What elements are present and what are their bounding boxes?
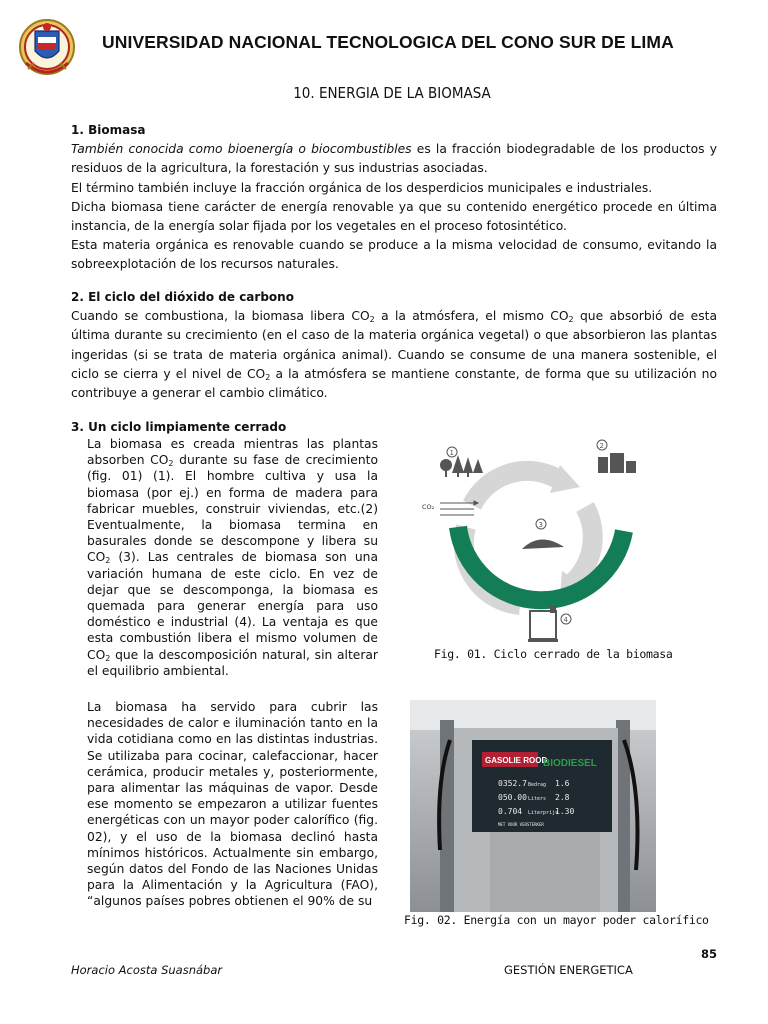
paragraph: El término también incluye la fracción orgánica de los desperdicios municipales e industriales.	[71, 180, 653, 195]
paragraph-text: es la fracción biodegradable de los productos y residuos de la agricultura, la forestación y sus industrias asociadas.	[71, 142, 717, 176]
page-number: 85	[701, 947, 718, 961]
pump-label-3: Literprijs	[528, 810, 559, 816]
pump-footer-text: MET VOOR VERSTERKER	[498, 822, 544, 827]
italic-intro: También conocida como bioenergía o biocombustibles	[71, 142, 412, 157]
footer-course: GESTIÓN ENERGETICA	[504, 963, 633, 977]
figure-biomass-cycle	[410, 435, 650, 650]
svg-text:2: 2	[599, 442, 604, 450]
subscript: 2	[369, 315, 375, 325]
section3-paragraph-1	[87, 436, 378, 679]
subscript: 2	[105, 556, 111, 566]
co2-arrows-icon	[440, 501, 478, 515]
sign-right-text: BIODIESEL	[543, 758, 597, 769]
text: que la descomposición natural, sin alterar el equilibrio ambiental.	[87, 647, 378, 678]
trees-icon	[440, 455, 483, 477]
svg-text:4: 4	[563, 616, 568, 624]
buildings-icon	[598, 453, 636, 473]
subscript: 2	[105, 653, 111, 663]
section-heading: 1. Biomasa	[71, 123, 146, 137]
pump-value-2: 050.00	[498, 793, 527, 802]
paragraph: La biomasa ha servido para cubrir las necesidades de calor e iluminación tanto en la vida cotidiana como en las distintas industrias. Se utilizaba para cocinar, calefaccionar, hacer cerámica, producir metales y, posteriormente, para alimentar las máquinas de vapor. Desde ese momento se empezaron a utilizar fuentes energéticas con un mayor poder calorífico (fig. 02), y el uso de la biomasa declinó hasta mínimos históricos. Actualmente sin embargo, según datos del Fondo de las Naciones Unidas para la Alimentación y la Agricultura (FAO), “algunos países pobres obtienen el 90% de su	[87, 700, 378, 909]
pump-label-2: Liters	[528, 796, 547, 802]
pump-value-1: 0352.7	[498, 779, 527, 788]
text: durante su fase de crecimiento (fig. 01) (1). El hombre cultiva y usa la biomasa (por ej.) en forma de madera para fabricar muebles, construir viviendas, etc.(2) Eventualmente, la biomasa termina en basurales donde se descompone y libera su CO	[87, 453, 378, 565]
section3-paragraph-2	[87, 699, 378, 910]
footer-author: Horacio Acosta Suasnábar	[71, 963, 223, 977]
decomposition-mound	[522, 539, 564, 549]
sign-left-text: GASOLIE ROOD	[485, 756, 548, 765]
power-plant-icon	[528, 605, 558, 642]
section-biomasa	[71, 121, 717, 275]
section-heading: 2. El ciclo del dióxido de carbono	[71, 290, 294, 304]
text: a la atmósfera, el mismo CO	[374, 309, 569, 324]
section-heading: 3. Un ciclo limpiamente cerrado	[71, 420, 287, 434]
paragraph	[87, 436, 378, 679]
paragraph: Esta materia orgánica es renovable cuando se produce a la misma velocidad de consumo, evitando la sobreexplotación de los recursos naturales.	[71, 238, 717, 272]
paragraph	[71, 307, 717, 403]
co2-label: CO₂	[422, 503, 435, 511]
text: que absorbió de esta última durante su crecimiento (en el caso de la materia orgánica vegetal) o que absorbieron las plantas ingeridas (si se trata de materia orgánica animal). Cuando se consume de una manera sostenible, el ciclo se cierra y el nivel de CO	[71, 309, 717, 381]
text: Cuando se combustiona, la biomasa libera CO	[71, 309, 370, 324]
subscript: 2	[168, 459, 174, 469]
cycle-arrow-top	[472, 471, 558, 505]
university-seal-logo	[18, 13, 76, 85]
figure-2-caption: Fig. 02. Energía con un mayor poder calorífico	[404, 913, 709, 927]
text: a la atmósfera se mantiene constante, de forma que su utilización no contribuye a generar el cambio climático.	[71, 366, 717, 401]
svg-text:3: 3	[538, 521, 543, 529]
figure-1-caption: Fig. 01. Ciclo cerrado de la biomasa	[434, 647, 673, 661]
paragraph: Dicha biomasa tiene carácter de energía renovable ya que su contenido energético procede en última instancia, de la energía solar fijada por los vegetales en el proceso fotosintético.	[71, 199, 717, 234]
university-name: UNIVERSIDAD NACIONAL TECNOLOGICA DEL CONO SUR DE LIMA	[102, 32, 674, 52]
subscript: 2	[265, 372, 271, 382]
text: (3). Las centrales de biomasa son una variación humana de este ciclo. En vez de dejar que se descomponga, la biomasa es quemada para generar energía para uso doméstico e industrial (4). La ventaja es que esta combustión libera el mismo volumen de CO	[87, 550, 378, 662]
svg-text:1: 1	[449, 449, 454, 457]
pump-value-right-3: 1.30	[555, 807, 575, 816]
text: La biomasa es creada mientras las plantas absorben CO	[87, 437, 378, 468]
pump-value-right-1: 1.6	[555, 779, 570, 788]
chapter-title: 10. ENERGIA DE LA BIOMASA	[293, 84, 491, 102]
subscript: 2	[568, 315, 574, 325]
section-ciclo-co2	[71, 288, 717, 403]
pump-value-right-2: 2.8	[555, 793, 570, 802]
figure-fuel-pump-photo	[410, 700, 656, 912]
paragraph	[71, 140, 717, 178]
pump-value-3: 0.704	[498, 807, 523, 816]
pump-label-1: Bedrag	[528, 782, 547, 788]
cycle-arrow-right	[570, 507, 593, 585]
